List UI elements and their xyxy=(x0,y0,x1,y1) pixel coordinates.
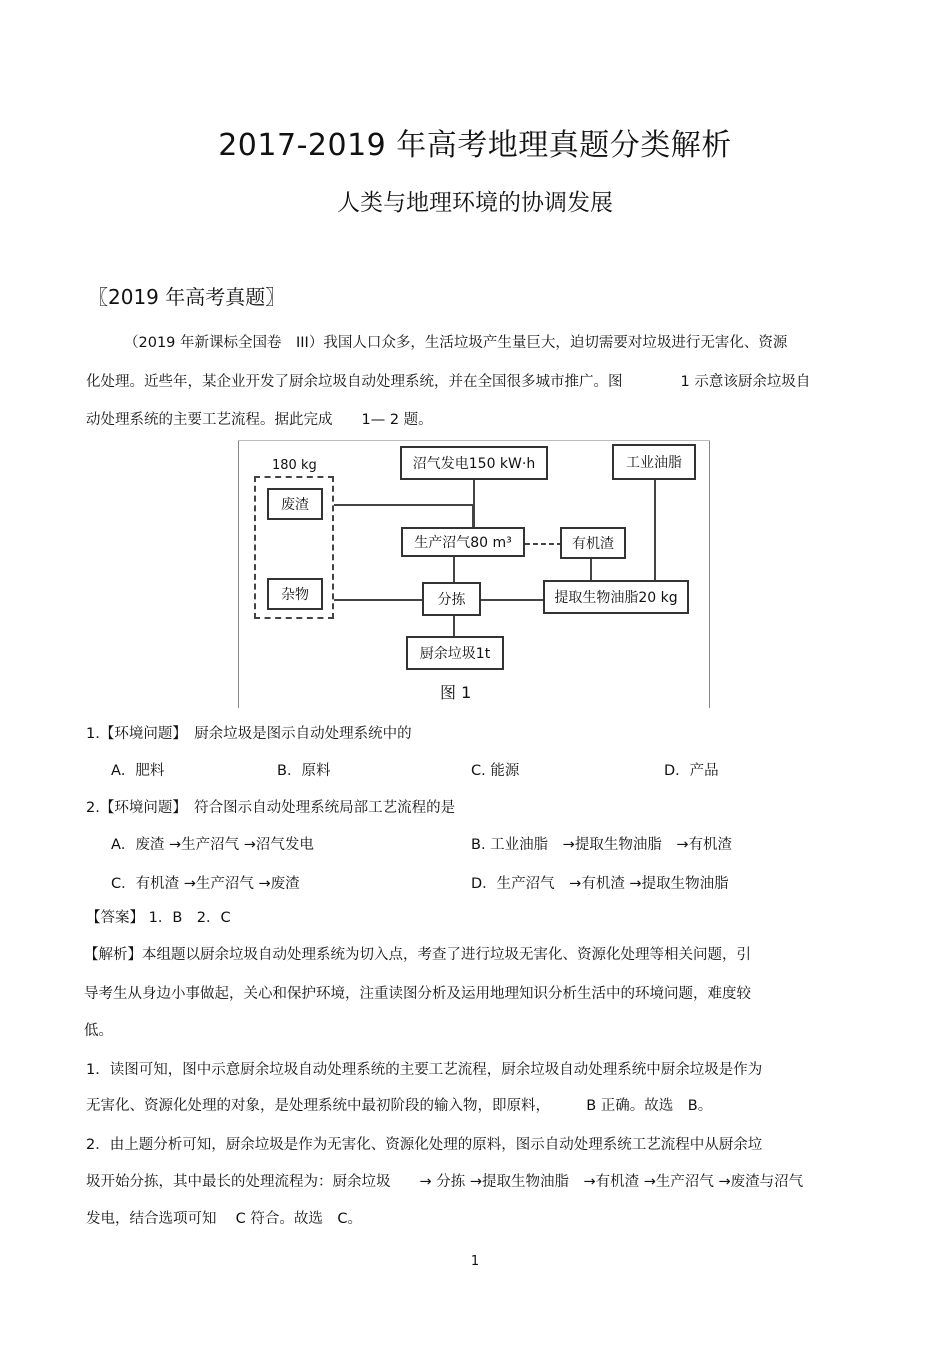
page-number: 1 xyxy=(470,1254,480,1269)
line-residue-to-top xyxy=(334,504,472,506)
line-sorting-to-biogas xyxy=(453,557,455,585)
line-waste-to-sorting xyxy=(453,616,455,636)
intro-line-1: （2019 年新课标全国卷 III）我国人口众多，生活垃圾产生量巨大，迫切需要对垃圾进行无害化、资源 xyxy=(124,335,788,351)
box-organic-residue: 有机渣 xyxy=(560,527,626,559)
q2-option-a: A．废渣 →生产沼气 →沼气发电 xyxy=(111,837,314,853)
question-2-stem: 2.【环境问题】 符合图示自动处理系统局部工艺流程的是 xyxy=(86,800,456,816)
box-industrial-grease: 工业油脂 xyxy=(612,444,696,480)
figure-1-flow-diagram xyxy=(238,440,710,708)
q2-option-b: B. 工业油脂 →提取生物油脂 →有机渣 xyxy=(471,837,732,853)
analysis-line-3: 低。 xyxy=(84,1023,113,1039)
line-grease-to-extract xyxy=(654,480,656,585)
box-biogas-production: 生产沼气80 m³ xyxy=(401,527,525,557)
intro-line-2: 化处理。近些年，某企业开发了厨余垃圾自动处理系统，并在全国很多城市推广。图 1 示意该厨余垃圾自 xyxy=(86,374,811,390)
figure-border-top xyxy=(238,440,710,441)
question-1-stem: 1.【环境问题】 厨余垃圾是图示自动处理系统中的 xyxy=(86,726,412,742)
explanation-2-line-2: 圾开始分拣，其中最长的处理流程为：厨余垃圾 → 分拣 →提取生物油脂 →有机渣 →生产沼气 →废渣与沼气 xyxy=(86,1174,804,1190)
line-sorting-to-extract xyxy=(481,599,543,601)
page-subtitle: 人类与地理环境的协调发展 xyxy=(337,190,613,216)
box-biogas-power: 沼气发电150 kW·h xyxy=(400,446,548,480)
q1-option-c: C. 能源 xyxy=(471,763,520,779)
q1-option-a: A．肥料 xyxy=(111,763,165,779)
figure-caption: 图 1 xyxy=(440,683,472,702)
figure-border-right xyxy=(709,440,710,708)
box-kitchen-waste: 厨余垃圾1t xyxy=(406,636,504,670)
line-biogas-to-organic xyxy=(525,543,560,545)
section-heading: 〖2019 年高考真题〗 xyxy=(88,285,286,309)
weight-label: 180 kg xyxy=(272,458,317,473)
q1-option-d: D．产品 xyxy=(664,763,719,779)
explanation-1-line-2: 无害化、资源化处理的对象，是处理系统中最初阶段的输入物，即原料， B 正确。故选 B。 xyxy=(86,1098,713,1114)
explanation-2-line-3: 发电，结合选项可知 C 符合。故选 C。 xyxy=(86,1211,362,1227)
explanation-2-line-1: 2．由上题分析可知，厨余垃圾是作为无害化、资源化处理的原料，图示自动处理系统工艺流程中从厨余垃 xyxy=(86,1137,763,1153)
box-extract-oil: 提取生物油脂20 kg xyxy=(543,580,689,614)
intro-line-3: 动处理系统的主要工艺流程。据此完成 1— 2 题。 xyxy=(86,412,433,428)
q1-option-b: B．原料 xyxy=(277,763,331,779)
box-waste-residue: 废渣 xyxy=(267,488,323,520)
analysis-line-1: 【解析】本组题以厨余垃圾自动处理系统为切入点，考查了进行垃圾无害化、资源化处理等相关问题，引 xyxy=(84,947,751,963)
answer-line: 【答案】 1．B 2．C xyxy=(86,910,231,926)
box-sorting: 分拣 xyxy=(422,582,481,616)
line-sundries-to-sorting xyxy=(334,599,422,601)
page-title: 2017-2019 年高考地理真题分类解析 xyxy=(218,128,732,163)
q2-option-d: D．生产沼气 →有机渣 →提取生物油脂 xyxy=(471,876,729,892)
q2-option-c: C．有机渣 →生产沼气 →废渣 xyxy=(111,876,300,892)
line-residue-down xyxy=(472,504,474,528)
explanation-1-line-1: 1．读图可知，图中示意厨余垃圾自动处理系统的主要工艺流程，厨余垃圾自动处理系统中厨余垃圾是作为 xyxy=(86,1062,763,1078)
box-sundries: 杂物 xyxy=(267,578,323,610)
analysis-line-2: 导考生从身边小事做起，关心和保护环境，注重读图分析及运用地理知识分析生活中的环境问题，难度较 xyxy=(84,986,751,1002)
figure-border-left xyxy=(238,440,239,708)
